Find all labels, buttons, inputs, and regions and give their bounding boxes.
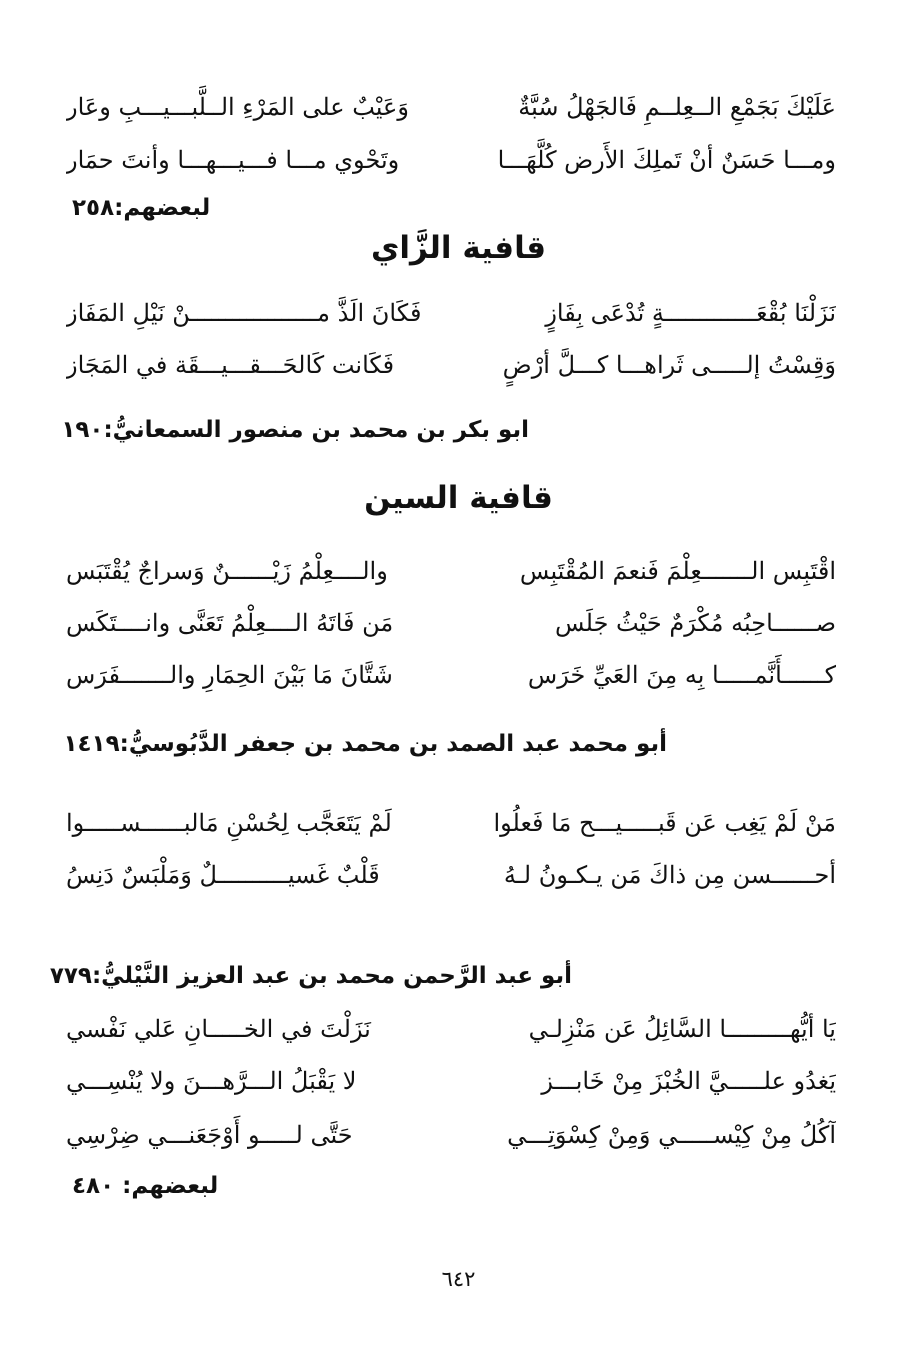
second-hemistich: مَن فَاتَهُ الــــعِلْمُ تَعَنَّى وانــــتَكَس (66, 609, 394, 637)
second-hemistich: فَكَانت كَالحَـــقـــيـــقَة في المَجَاز (66, 351, 395, 379)
couplet (66, 1112, 836, 1158)
attribution: أبو محمد عبد الصمد بن محمد بن جعفر الدَّبُوسيُّ:١٤١٩ (63, 731, 667, 757)
couplet (66, 1058, 836, 1104)
couplet (66, 290, 836, 336)
first-hemistich: كــــــأَنَّمـــــا بِه مِنَ العَيِّ خَرَس (527, 661, 836, 689)
second-hemistich: حَتَّى لـــــو أَوْجَعَنـــي ضِرْسِي (66, 1121, 353, 1149)
couplet (66, 84, 836, 130)
first-hemistich: مَنْ لَمْ يَغِب عَن قَبـــــيـــح مَا فَعلُوا (493, 809, 836, 837)
couplet (66, 800, 836, 846)
couplet (66, 548, 836, 594)
first-hemistich: وَقِسْتُ إلـــــى ثَراهـــا كـــلَّ أرْضٍ (502, 351, 836, 379)
first-hemistich: يَغدُو علـــــيَّ الخُبْزَ مِنْ خَابـــز (541, 1067, 836, 1095)
attribution: ابو بكر بن محمد بن منصور السمعانيُّ:١٩٠ (61, 417, 529, 443)
second-hemistich: والــــعِلْمُ زَيْــــــنٌ وَسراجٌ يُقْتَبَس (66, 557, 388, 585)
second-hemistich: لا يَقْبَلُ الـــرَّهـــنَ ولا يُنْسِـــي (66, 1067, 357, 1095)
first-hemistich: يَا أيُّهـــــــــا السَّائِلُ عَن مَنْزِلـي (528, 1015, 836, 1043)
couplet (66, 137, 836, 183)
first-hemistich: آكُلُ مِنْ كِيْســـــي وَمِنْ كِسْوَتِـــي (507, 1121, 836, 1149)
second-hemistich: نَزَلْتَ في الخـــــانِ عَلي نَفْسي (66, 1015, 371, 1043)
first-hemistich: عَلَيْكَ بَجَمْعِ الــعِلــمِ فَالجَهْلُ سُبَّةٌ (518, 93, 836, 121)
second-hemistich: وتَحْوي مـــا فـــيـــهـــا وأنتَ حمَار (66, 146, 400, 174)
first-hemistich: صــــــاحِبُه مُكْرَمٌ حَيْثُ جَلَس (555, 609, 836, 637)
first-hemistich: أحــــــسن مِن ذاكَ مَن يـكـونُ لـهُ (503, 861, 836, 889)
section-heading: قافية السين (364, 480, 553, 516)
attribution: لبعضهم: ٤٨٠ (72, 1173, 219, 1199)
second-hemistich: وَعَيْبٌ على المَرْءِ الــلَّبـــيـــبِ وعَار (66, 93, 409, 121)
couplet (66, 652, 836, 698)
couplet (66, 1006, 836, 1052)
first-hemistich: نَزَلْنَا بُقْعَـــــــــــــةٍ تُدْعَى بِفَازٍ (545, 299, 836, 327)
second-hemistich: شَتَّانَ مَا بَيْنَ الحِمَارِ والـــــــفَرَس (66, 661, 393, 689)
section-heading: قافية الزَّاي (370, 230, 547, 266)
couplet (66, 852, 836, 898)
couplet (66, 342, 836, 388)
second-hemistich: قَلْبٌ غَسيــــــــــلٌ وَمَلْبَسٌ دَنِسُ (66, 861, 380, 889)
first-hemistich: ومـــا حَسَنٌ أنْ تَملِكَ الأَرض كُلَّهَـــا (497, 146, 836, 174)
attribution: لبعضهم:٢٥٨ (72, 195, 211, 221)
first-hemistich: اقْتَبِس الـــــــعِلْمَ فَنعمَ المُقْتَبِس (519, 557, 836, 585)
couplet (66, 600, 836, 646)
second-hemistich: فَكَانَ الَذَّ مــــــــــــــــــنْ نَيْلِ المَفَاز (66, 299, 422, 327)
page-number: ٦٤٢ (441, 1267, 476, 1291)
second-hemistich: لَمْ يَتَعَجَّب لِحُسْنِ مَالبــــــســـــوا (66, 809, 392, 837)
attribution: أبو عبد الرَّحمن محمد بن عبد العزيز النَّيْليُّ:٧٧٩ (49, 963, 572, 989)
